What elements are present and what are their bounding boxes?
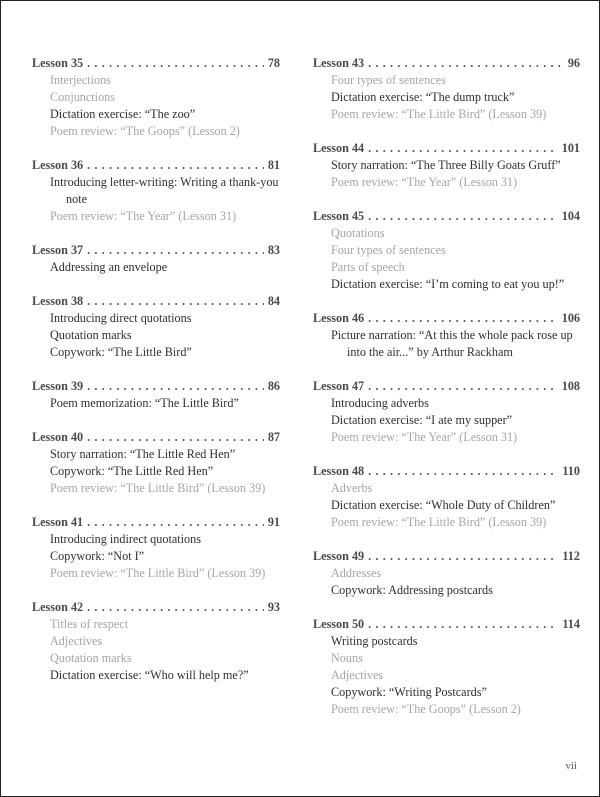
toc-topic: Four types of sentences [331,243,446,257]
toc-topic: Quotations [331,226,385,240]
toc-topic: Introducing letter-writing: Writing a thank-you note [50,175,279,206]
toc-topic: Introducing adverbs [331,396,429,410]
toc-entry-heading [32,514,280,531]
toc-entry [32,293,280,361]
lesson-title: Lesson 48 [313,464,365,478]
lesson-page-number: 104 [561,209,580,223]
toc-topic: Titles of respect [50,617,129,631]
lesson-page-number: 87 [267,430,280,444]
lesson-title: Lesson 41 [32,515,84,529]
lesson-page-number: 110 [562,464,580,478]
toc-entry-heading [32,378,280,395]
dot-leader [368,140,558,157]
toc-topic: Quotation marks [50,328,132,342]
toc-topic: Copywork: “Not I” [50,549,145,563]
toc-topic: Copywork: “The Little Bird” [50,345,192,359]
toc-topic: Copywork: “The Little Red Hen” [50,464,214,478]
toc-entry-heading [313,310,580,327]
toc-entry [32,429,280,497]
toc-topic: Introducing indirect quotations [50,532,201,546]
toc-entry [313,463,580,531]
lesson-page-number: 112 [562,549,580,563]
lesson-page-number: 108 [561,379,580,393]
lesson-title: Lesson 50 [313,617,365,631]
lesson-title: Lesson 39 [32,379,84,393]
lesson-page-number: 84 [267,294,280,308]
toc-topic: Conjunctions [50,90,116,104]
lesson-title: Lesson 43 [313,56,365,70]
toc-topic: Writing postcards [331,634,418,648]
dot-leader [368,378,558,395]
toc-entry-heading [32,157,280,174]
lesson-page-number: 86 [267,379,280,393]
toc-topic: Addressing an envelope [50,260,168,274]
lesson-title: Lesson 47 [313,379,365,393]
dot-leader [368,55,564,72]
toc-entry [32,242,280,276]
dot-leader [87,514,264,531]
lesson-page-number: 101 [561,141,580,155]
toc-entry [32,599,280,684]
toc-topic: Nouns [331,651,363,665]
toc-topic: Copywork: Addressing postcards [331,583,493,597]
toc-topic: Adjectives [331,668,384,682]
dot-leader [87,157,264,174]
lesson-page-number: 106 [561,311,580,325]
lesson-title: Lesson 37 [32,243,84,257]
lesson-title: Lesson 35 [32,56,84,70]
toc-entry-heading [32,293,280,310]
toc-topic: Dictation exercise: “Whole Duty of Children” [331,498,556,512]
toc-topic: Poem review: “The Little Bird” (Lesson 39) [50,481,266,495]
dot-leader [87,429,264,446]
dot-leader [368,616,558,633]
toc-entry-heading [32,599,280,616]
toc-entry-heading [32,429,280,446]
toc-topic: Poem review: “The Goops” (Lesson 2) [50,124,240,138]
lesson-page-number: 78 [267,56,280,70]
lesson-title: Lesson 44 [313,141,365,155]
toc-topic: Poem review: “The Little Bird” (Lesson 39) [331,107,547,121]
lesson-title: Lesson 38 [32,294,84,308]
dot-leader [87,55,264,72]
lesson-title: Lesson 40 [32,430,84,444]
lesson-title: Lesson 36 [32,158,84,172]
toc-entry-heading [313,616,580,633]
toc-topic: Picture narration: “At this the whole pack rose up into the air...” by Arthur Rackham [331,328,573,359]
toc-entry [32,55,280,140]
dot-leader [87,599,264,616]
dot-leader [87,293,264,310]
dot-leader [368,208,558,225]
toc-entry-heading [32,55,280,72]
toc-entry [32,157,280,225]
toc-topic: Introducing direct quotations [50,311,192,325]
toc-right-column [313,55,580,735]
toc-entry [313,140,580,191]
toc-entry [313,616,580,718]
toc-topic: Poem review: “The Goops” (Lesson 2) [331,702,521,716]
toc-entry [32,514,280,582]
page-number: vii [565,760,577,772]
dot-leader [87,378,264,395]
toc-entry [313,548,580,599]
toc-topic: Poem review: “The Year” (Lesson 31) [331,175,518,189]
lesson-page-number: 83 [267,243,280,257]
lesson-page-number: 91 [267,515,280,529]
lesson-page-number: 96 [567,56,580,70]
dot-leader [87,242,264,259]
toc-topic: Story narration: “The Little Red Hen” [50,447,236,461]
toc-topic: Dictation exercise: “I’m coming to eat you up!” [331,277,565,291]
lesson-title: Lesson 42 [32,600,84,614]
toc-entry-heading [313,548,580,565]
toc-topic: Adverbs [331,481,373,495]
toc-topic: Copywork: “Writing Postcards” [331,685,487,699]
toc-topic: Dictation exercise: “I ate my supper” [331,413,513,427]
toc-entry [313,378,580,446]
toc-left-column [32,55,280,701]
toc-entry [313,310,580,361]
toc-topic: Interjections [50,73,111,87]
toc-entry-heading [313,463,580,480]
toc-topic: Addresses [331,566,382,580]
lesson-page-number: 93 [267,600,280,614]
toc-entry-heading [313,55,580,72]
toc-topic: Four types of sentences [331,73,446,87]
toc-topic: Dictation exercise: “The zoo” [50,107,196,121]
toc-topic: Poem review: “The Year” (Lesson 31) [50,209,237,223]
toc-topic: Poem review: “The Year” (Lesson 31) [331,430,518,444]
dot-leader [368,310,558,327]
toc-topic: Poem review: “The Little Bird” (Lesson 39) [50,566,266,580]
toc-topic: Quotation marks [50,651,132,665]
toc-entry [32,378,280,412]
toc-topic: Poem review: “The Little Bird” (Lesson 39) [331,515,547,529]
toc-topic: Story narration: “The Three Billy Goats Gruff” [331,158,561,172]
toc-topic: Poem memorization: “The Little Bird” [50,396,239,410]
toc-topic: Dictation exercise: “Who will help me?” [50,668,249,682]
toc-topic: Parts of speech [331,260,405,274]
dot-leader [368,463,558,480]
toc-entry-heading [32,242,280,259]
lesson-title: Lesson 46 [313,311,365,325]
toc-entry-heading [313,208,580,225]
dot-leader [368,548,558,565]
toc-entry [313,55,580,123]
toc-topic: Dictation exercise: “The dump truck” [331,90,515,104]
toc-entry-heading [313,378,580,395]
toc-entry [313,208,580,293]
lesson-title: Lesson 45 [313,209,365,223]
lesson-title: Lesson 49 [313,549,365,563]
lesson-page-number: 114 [562,617,580,631]
toc-entry-heading [313,140,580,157]
lesson-page-number: 81 [267,158,280,172]
toc-topic: Adjectives [50,634,103,648]
